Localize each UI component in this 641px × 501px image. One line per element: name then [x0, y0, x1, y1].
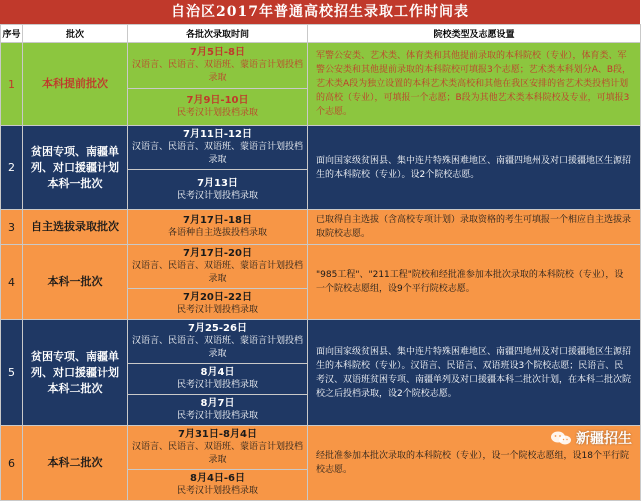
row-batch: 本科二批次	[23, 426, 128, 501]
row-batch: 贫困专项、南疆单列、对口援疆计划本科一批次	[23, 126, 128, 210]
header-batch: 批次	[23, 25, 128, 43]
time-note: 民考汉计划投档录取	[176, 380, 258, 390]
table-row	[1, 320, 641, 364]
time-date: 7月25-26日	[188, 323, 247, 334]
table-row	[1, 245, 641, 289]
time-cell	[128, 43, 308, 89]
watermark-text: 新疆招生	[576, 431, 632, 447]
time-date: 8月4日	[200, 367, 235, 378]
row-seq: 3	[1, 210, 23, 245]
row-desc: "985工程"、"211工程"院校和经批准参加本批次录取的本科院校（专业），设一个院校志愿组，设9个平行院校志愿。	[308, 245, 641, 320]
header-row	[1, 25, 641, 43]
time-note: 各语种自主选拔投档录取	[167, 228, 267, 238]
time-note: 民考汉计划投档录取	[176, 486, 258, 496]
row-seq: 4	[1, 245, 23, 320]
time-cell	[128, 395, 308, 426]
time-note: 汉语言、民语言、双语班、蒙语言计划投档录取	[131, 442, 303, 465]
header-desc: 院校类型及志愿设置	[308, 25, 641, 43]
time-date: 7月11日-12日	[183, 129, 252, 140]
row-seq: 2	[1, 126, 23, 210]
table-row	[1, 210, 641, 245]
row-batch: 本科一批次	[23, 245, 128, 320]
header-time: 各批次录取时间	[128, 25, 308, 43]
header-seq: 序号	[1, 25, 23, 43]
row-desc: 面向国家级贫困县、集中连片特殊困难地区、南疆四地州及对口援疆地区生源招生的本科院校（专业）。设2个院校志愿。	[308, 126, 641, 210]
time-note: 民考汉计划投档录取	[176, 411, 258, 421]
time-date: 7月20日-22日	[183, 292, 252, 303]
row-batch: 自主选拔录取批次	[23, 210, 128, 245]
row-seq: 1	[1, 43, 23, 126]
time-date: 7月17日-18日	[183, 215, 252, 226]
time-note: 民考汉计划投档录取	[176, 108, 258, 118]
time-note: 民考汉计划投档录取	[176, 305, 258, 315]
time-cell	[128, 470, 308, 501]
table-row	[1, 426, 641, 470]
row-desc: 军警公安类、艺术类、体育类和其他提前录取的本科院校（专业），体育类、军警公安类和其他提前录取的本科院校可填报3个志愿；艺术类本科划分A、B段，艺术类A段为独立设置的本科艺术类高校和其他在我区安排的省艺术类投档计划的高校（专业），可填报一个志愿；B段为其他艺术类本科院校及专业，可填报3个志愿。	[308, 43, 641, 126]
time-cell	[128, 170, 308, 210]
row-seq: 5	[1, 320, 23, 426]
row-desc: 经批准参加本批次录取的本科院校（专业），设一个院校志愿组，设18个平行院校志愿。	[308, 426, 641, 501]
row-desc: 已取得自主选拔（含高校专项计划）录取资格的考生可填报一个相应自主选拔录取院校志愿。	[308, 210, 641, 245]
row-batch: 本科提前批次	[23, 43, 128, 126]
time-note: 汉语言、民语言、双语班、蒙语言计划投档录取	[131, 336, 303, 359]
time-cell	[128, 245, 308, 289]
time-date: 7月9日-10日	[186, 95, 249, 106]
watermark	[550, 428, 632, 448]
time-cell	[128, 426, 308, 470]
time-date: 8月7日	[200, 398, 235, 409]
time-note: 民考汉计划投档录取	[176, 190, 258, 201]
time-cell	[128, 320, 308, 364]
table-row	[1, 126, 641, 170]
time-cell	[128, 364, 308, 395]
time-cell	[128, 126, 308, 170]
row-batch: 贫困专项、南疆单列、对口援疆计划本科二批次	[23, 320, 128, 426]
wechat-icon	[550, 430, 572, 446]
time-note: 汉语言、民语言、双语班、蒙语言计划投档录取	[131, 60, 303, 83]
time-cell	[128, 210, 308, 245]
schedule-table	[0, 24, 641, 501]
row-desc: 面向国家级贫困县、集中连片特殊困难地区、南疆四地州及对口援疆地区生源招生的本科院校（专业）。汉语言、民语言、双语班设3个院校志愿；民语言、民考汉、双语班贫困专项、南疆单列及对口援疆本科二批次计划，在本科二批次院校之后投档录取，设2个院校志愿。	[308, 320, 641, 426]
page-title: 自治区2017年普通高校招生录取工作时间表	[0, 0, 640, 24]
time-date: 7月13日	[197, 177, 238, 189]
time-date: 7月5日-8日	[189, 47, 246, 58]
time-date: 8月4日-6日	[189, 473, 246, 484]
row-seq: 6	[1, 426, 23, 501]
time-note: 汉语言、民语言、双语班、蒙语言计划投档录取	[131, 142, 303, 165]
time-note: 汉语言、民语言、双语班、蒙语言计划投档录取	[131, 261, 303, 284]
time-date: 7月31日-8月4日	[178, 429, 257, 440]
time-date: 7月17日-20日	[183, 248, 252, 259]
time-cell	[128, 89, 308, 126]
table-row	[1, 43, 641, 89]
time-cell	[128, 289, 308, 320]
